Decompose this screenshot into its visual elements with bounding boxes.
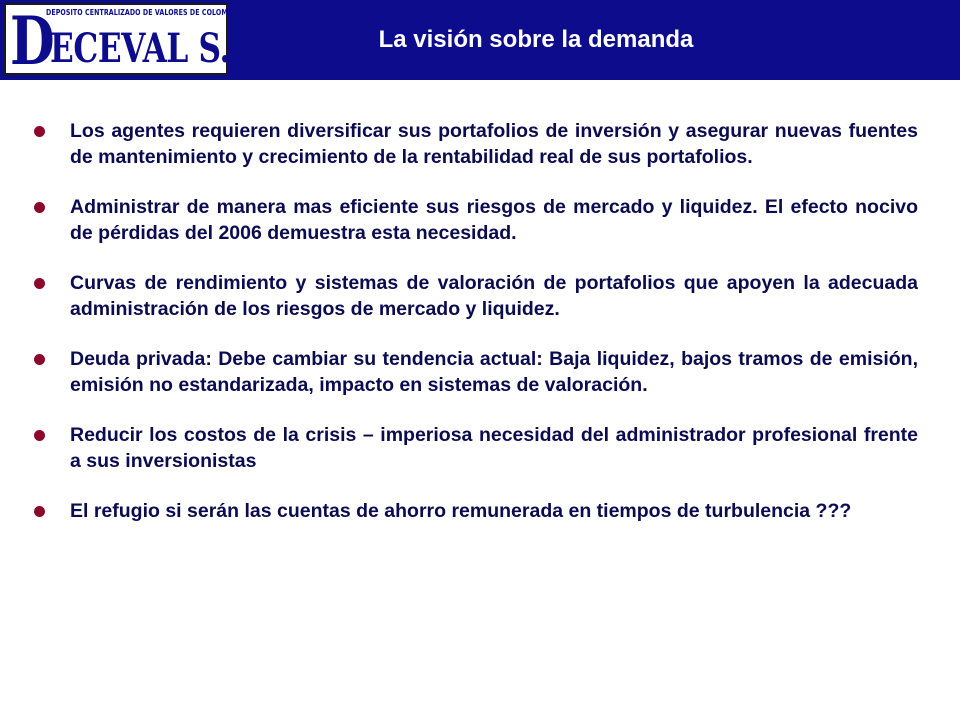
bullet-dot-icon (34, 354, 45, 365)
header-bar (0, 0, 960, 80)
bullet-item (34, 346, 918, 398)
logo-tagline: DEPOSITO CENTRALIZADO DE VALORES DE COLOMBIA (46, 8, 240, 17)
bullet-item (34, 194, 918, 246)
bullet-dot-icon (34, 430, 45, 441)
bullet-dot-icon (34, 202, 45, 213)
bullet-item (34, 118, 918, 170)
bullet-text: Curvas de rendimiento y sistemas de valoración de portafolios que apoyen la adecuada administración de los riesgos de mercado y liquidez. (70, 272, 918, 320)
bullet-list (34, 118, 918, 548)
logo-wordmark: ECEVAL S.A. (50, 25, 265, 72)
bullet-item (34, 422, 918, 474)
bullet-text: Deuda privada: Debe cambiar su tendencia actual: Baja liquidez, bajos tramos de emisión, emisión no estandarizada, impacto en sistemas de valoración. (70, 348, 918, 396)
bullet-text: Los agentes requieren diversificar sus portafolios de inversión y asegurar nuevas fuentes de mantenimiento y crecimiento de la rentabilidad real de sus portafolios. (70, 120, 918, 168)
bullet-item (34, 270, 918, 322)
slide-title: La visión sobre la demanda (378, 26, 694, 53)
bullet-dot-icon (34, 126, 45, 137)
bullet-text: Administrar de manera mas eficiente sus riesgos de mercado y liquidez. El efecto nocivo de pérdidas del 2006 demuestra esta necesidad. (70, 196, 918, 244)
bullet-item (34, 498, 918, 524)
bullet-text: El refugio si serán las cuentas de ahorro remunerada en tiempos de turbulencia ??? (70, 500, 852, 522)
deceval-logo (4, 2, 265, 80)
bullet-text: Reducir los costos de la crisis – imperiosa necesidad del administrador profesional frente a sus inversionistas (70, 424, 918, 472)
bullet-dot-icon (34, 278, 45, 289)
logo-initial: D (10, 2, 55, 80)
bullet-dot-icon (34, 506, 45, 517)
